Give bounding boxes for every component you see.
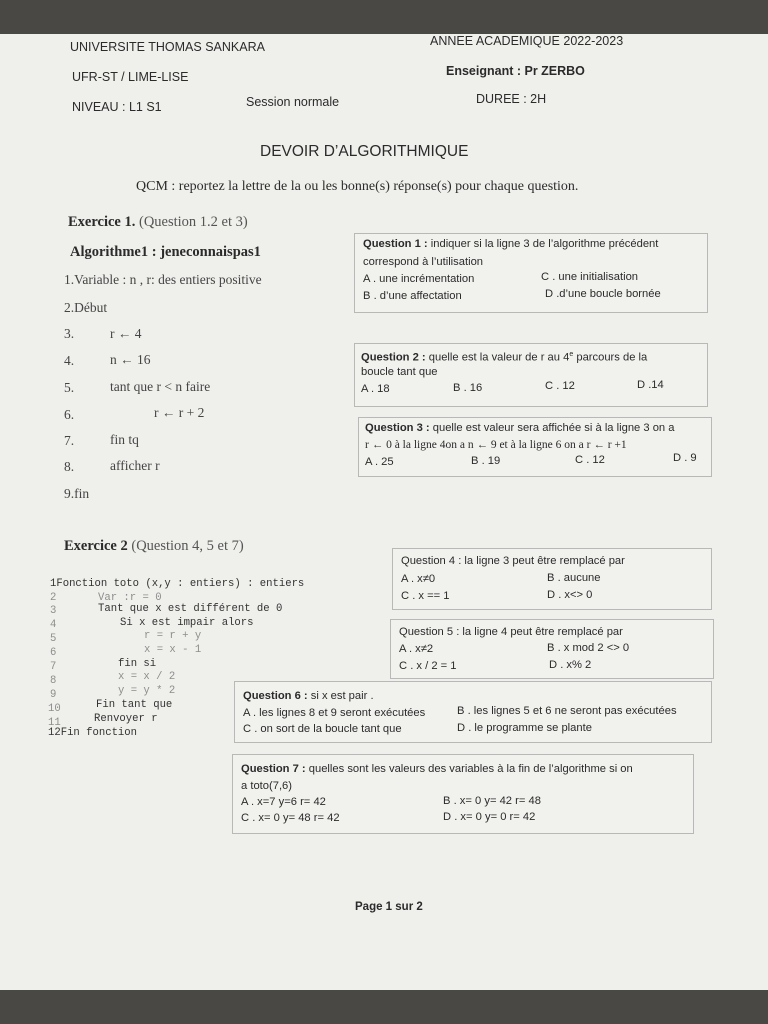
question7-option-c: C . x= 0 y= 48 r= 42 [241,812,340,824]
question4-box [392,548,712,610]
question6-line1: Question 6 : si x est pair . [243,690,374,702]
code-line-text: Tant que x est différent de 0 [98,603,283,615]
code-line-num: 6 [50,647,57,659]
exercise1-subtitle: (Question 1.2 et 3) [139,214,248,230]
question6-option-d: D . le programme se plante [457,722,592,734]
question1-option-c: C . une initialisation [541,271,639,283]
code-line-text: x = x / 2 [118,671,176,683]
question2-line1: Question 2 : quelle est la valeur de r au 4e parcours de la [361,351,648,364]
question4-option-a: A . x≠0 [401,573,436,585]
question2-line2: boucle tant que [361,366,438,378]
question6-box [234,681,712,743]
question1-box [354,233,708,313]
algo-line-num: 7. [64,433,75,448]
question1-option-b: B . d’une affectation [363,290,462,302]
question5-option-d: D . x% 2 [549,659,592,671]
question3-option-c: C . 12 [575,454,605,466]
question7-line1: Question 7 : quelles sont les valeurs des variables à la fin de l’algorithme si on [241,763,633,775]
question5-box [390,619,714,679]
question2-option-c: C . 12 [545,380,575,392]
question4-option-d: D . x<> 0 [547,589,593,601]
code-line-num: 3 [50,605,57,617]
question2-option-d: D .14 [637,379,664,391]
question5-option-c: C . x / 2 = 1 [399,660,457,672]
code-line-text: Si x est impair alors [120,617,254,629]
code-line-text: y = y * 2 [118,685,176,697]
question3-line2: r ← 0 à la ligne 4on a n ← 9 et à la ligne 6 on a r ← r +1 [365,439,627,451]
algo-line-num: 6. [64,407,75,422]
question7-option-d: D . x= 0 y= 0 r= 42 [443,811,536,823]
qcm-label: QCM : [136,179,176,194]
algo-line-num: 3. [64,326,75,341]
code-line: 12Fin fonction [48,727,138,739]
exercise2-heading [64,538,244,555]
code-line-num: 4 [50,619,57,631]
question4-title: Question 4 : la ligne 3 peut être remplacé par [401,555,625,567]
question5-option-a: A . x≠2 [399,643,434,655]
algo-line: 2.Début [64,300,108,315]
question6-option-b: B . les lignes 5 et 6 ne seront pas exécutées [457,705,677,717]
algo-line: 9.fin [64,486,90,501]
algo-line-num: 4. [64,353,75,368]
code-line-text: Var :r = 0 [98,592,162,604]
algo-line-text: n ← 16 [110,352,151,367]
exercise1-title: Exercice 1. [68,214,136,230]
question1-line1: Question 1 : indiquer si la ligne 3 de l’algorithme précédent [363,238,659,250]
exercise2-subtitle: (Question 4, 5 et 7) [131,538,244,554]
question4-option-c: C . x == 1 [401,590,450,602]
question3-line1: Question 3 : quelle est valeur sera affichée si à la ligne 3 on a [365,422,675,434]
question2-option-b: B . 16 [453,382,483,394]
code-line-num: 5 [50,633,57,645]
code-line-num: 9 [50,689,57,701]
question3-option-b: B . 19 [471,455,501,467]
question1-option-a: A . une incrémentation [363,273,475,285]
algo-line-text: fin tq [110,432,139,447]
code-line-num: 10 [48,703,61,715]
question5-title: Question 5 : la ligne 4 peut être remplacé par [399,626,623,638]
exam-title: DEVOIR D’ALGORITHMIQUE [260,143,469,160]
algo-line: 1.Variable : n , r: des entiers positive [64,272,262,287]
qcm-text: reportez la lettre de la ou les bonne(s) réponse(s) pour chaque question. [178,179,579,194]
teacher-label: Enseignant : Pr ZERBO [446,64,585,78]
algo-line-text: r ← 4 [110,326,142,341]
algo-line-num: 8. [64,459,75,474]
code-line-num: 11 [48,717,61,729]
question2-option-a: A . 18 [361,383,390,395]
exam-page [0,34,768,990]
question1-option-d: D .d’une boucle bornée [545,288,661,300]
question3-option-a: A . 25 [365,456,394,468]
code-line-num: 7 [50,661,57,673]
level-label: NIVEAU : L1 S1 [72,100,162,114]
academic-year: ANNEE ACADEMIQUE 2022-2023 [430,34,624,48]
algo-line-text: r ← r + 2 [154,405,205,420]
code-line-text: fin si [118,658,157,670]
ufr-label: UFR-ST / LIME-LISE [72,70,189,84]
code-line-num: 8 [50,675,57,687]
code-line-text: Renvoyer r [94,713,158,725]
question5-option-b: B . x mod 2 <> 0 [547,642,630,654]
question6-option-c: C . on sort de la boucle tant que [243,723,402,735]
duration-label: DUREE : 2H [476,92,547,106]
question4-option-b: B . aucune [547,572,601,584]
question7-option-a: A . x=7 y=6 r= 42 [241,796,326,808]
code-line-text: x = x - 1 [144,644,202,656]
question7-line2: a toto(7,6) [241,780,292,792]
algo-line-num: 5. [64,380,75,395]
question2-box [354,343,708,407]
exercise1-heading [68,214,248,231]
question3-box [358,417,712,477]
session-label: Session normale [246,95,340,109]
code-line-text: r = r + y [144,630,202,642]
code-line-text: Fin tant que [96,699,173,711]
question1-line2: correspond à l’utilisation [363,256,484,268]
question7-option-b: B . x= 0 y= 42 r= 48 [443,795,541,807]
university-name: UNIVERSITE THOMAS SANKARA [70,40,265,54]
algo-line-text: tant que r < n faire [110,379,211,394]
question6-option-a: A . les lignes 8 et 9 seront exécutées [243,707,426,719]
question7-box [232,754,694,834]
page-number: Page 1 sur 2 [355,901,423,913]
algorithm-title: Algorithme1 : jeneconnaispas1 [70,244,261,260]
question3-option-d: D . 9 [673,452,697,464]
algo-line-text: afficher r [110,458,160,473]
code-line-num: 2 [50,592,57,604]
exercise2-title: Exercice 2 [64,538,128,554]
code-line: 1Fonction toto (x,y : entiers) : entiers [50,578,305,590]
qcm-instruction [136,179,578,195]
